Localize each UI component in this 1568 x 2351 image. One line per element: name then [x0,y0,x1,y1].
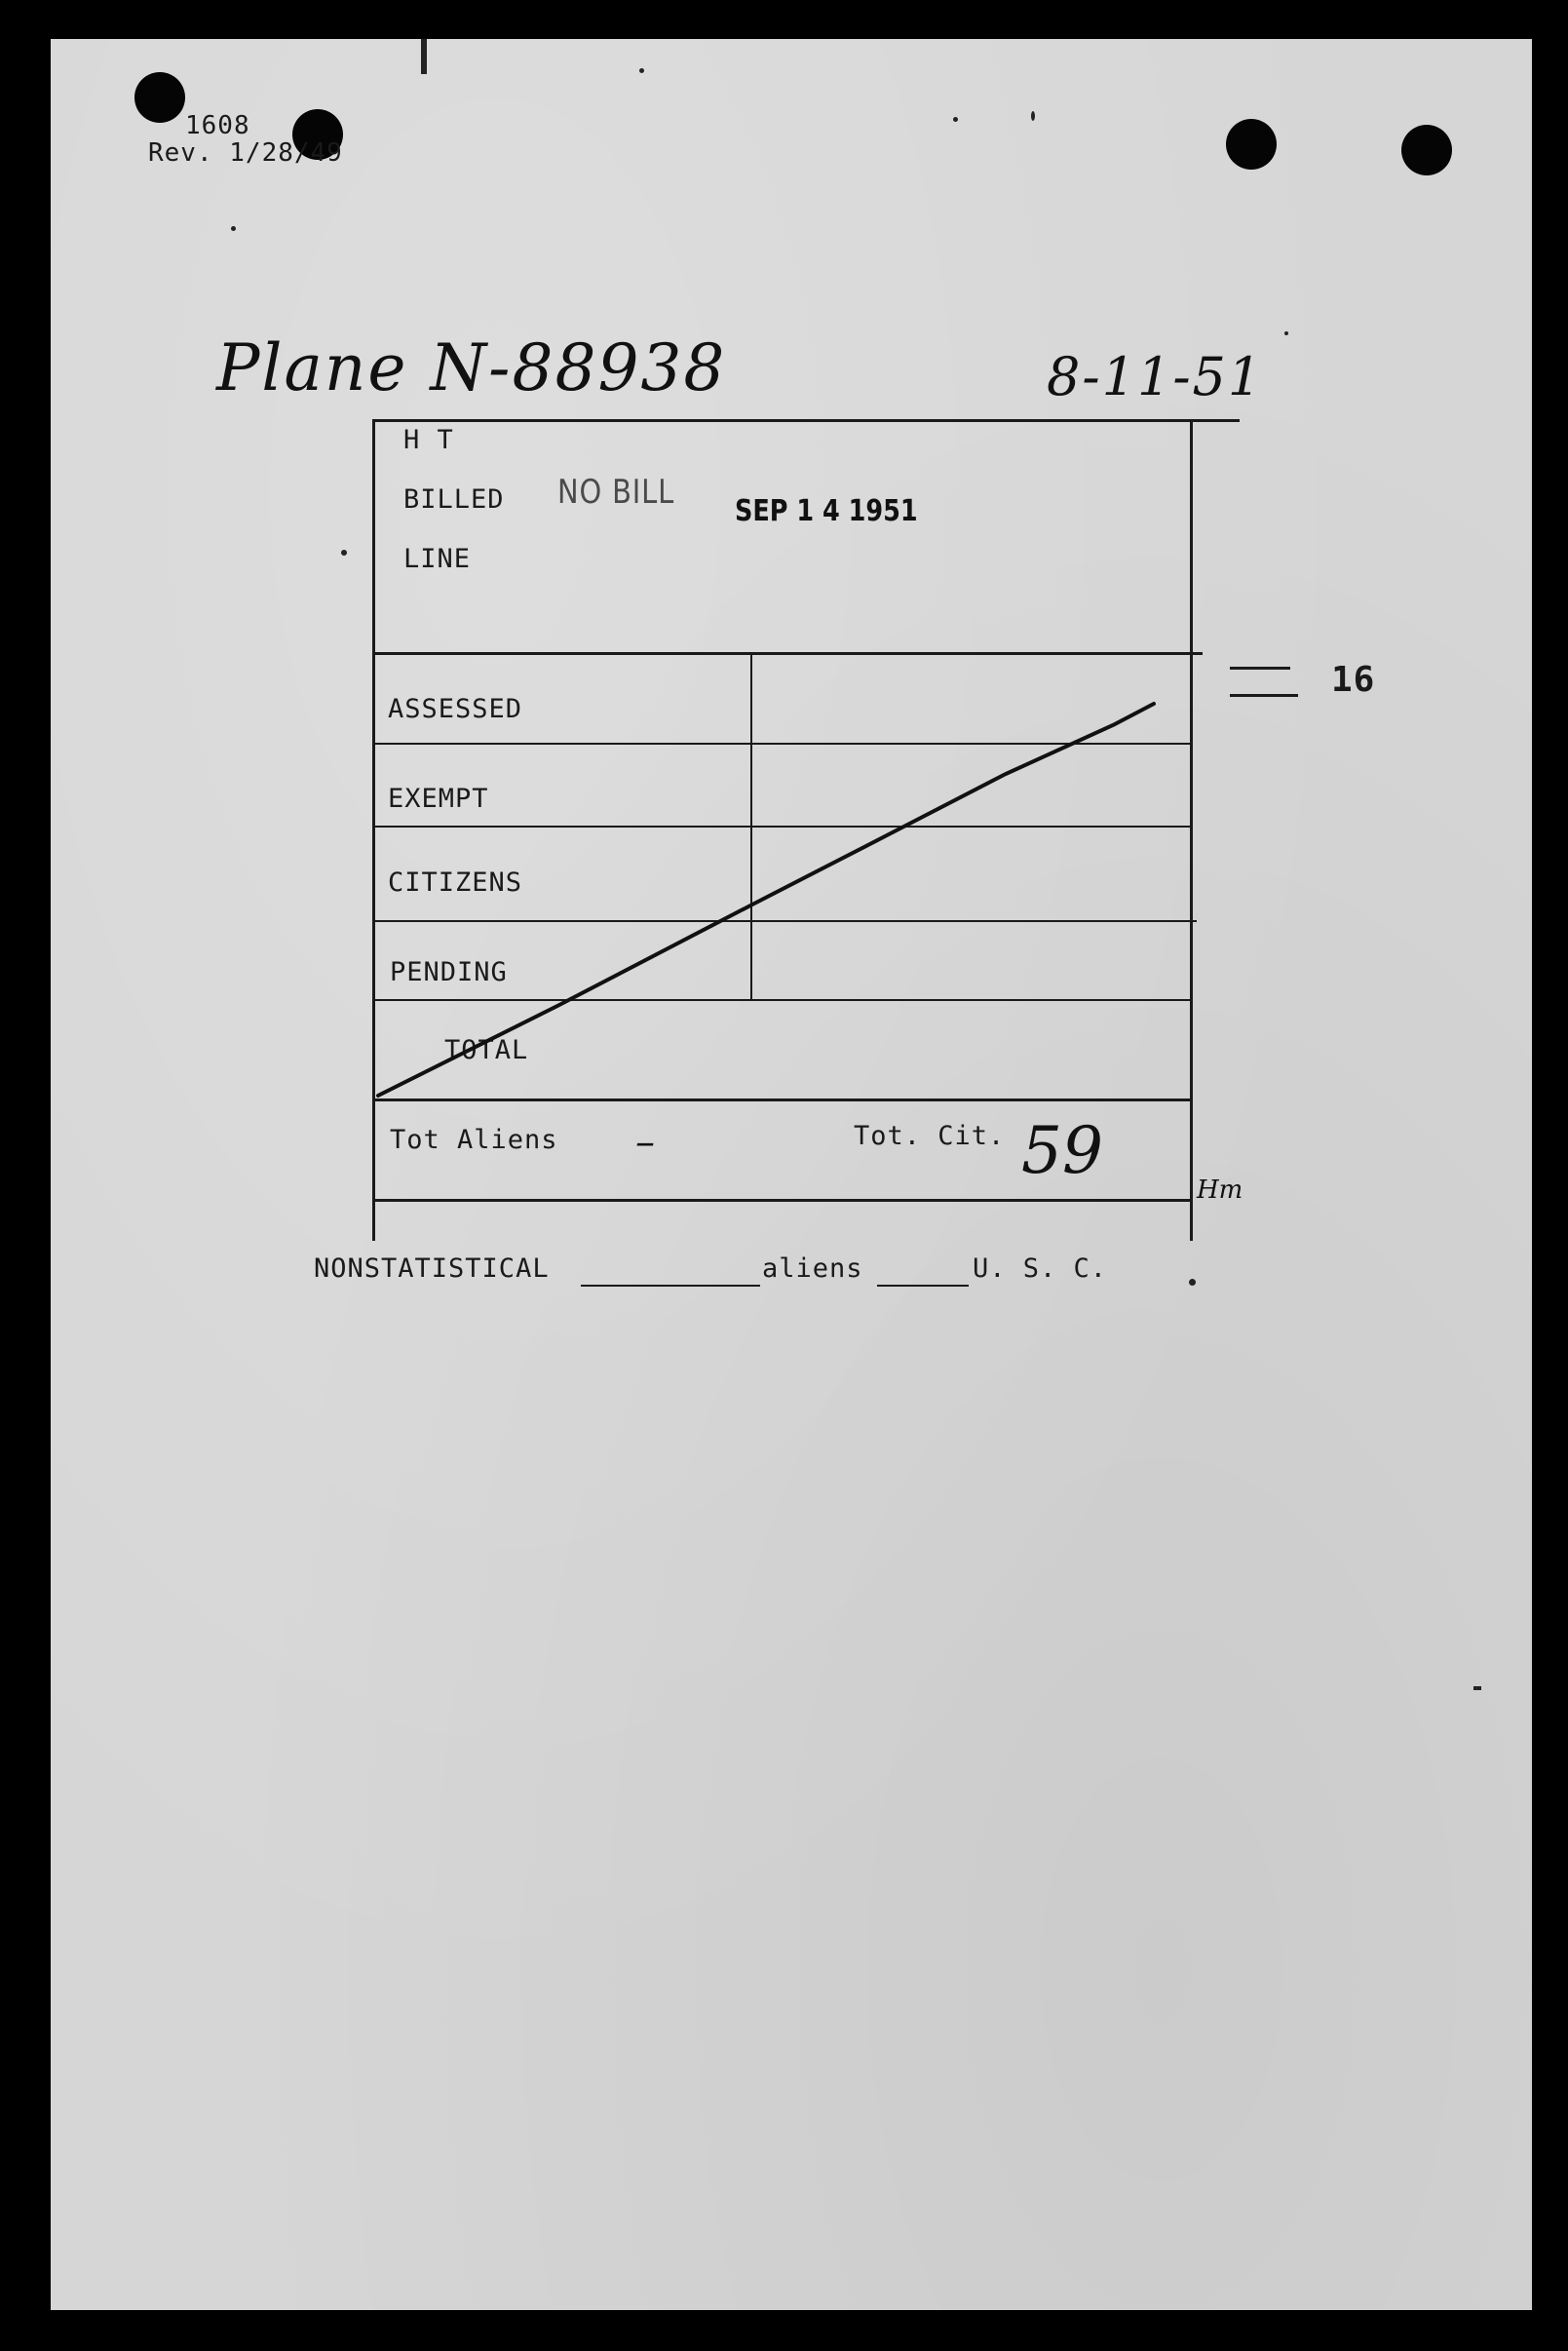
plane-number-handwritten: Plane N-88938 [216,330,727,405]
scan-speck [639,68,644,73]
label-billed: BILLED [403,484,505,515]
scan-speck [231,226,236,231]
label-exempt: EXEMPT [388,784,489,814]
label-citizens: CITIZENS [388,867,523,898]
received-date-stamp: SEP 1 4 1951 [735,494,918,528]
strike-through-overlay [51,39,1532,2310]
diagonal-strike-line [378,704,1154,1096]
form-page [51,39,1532,2310]
margin-count: 16 [1331,660,1376,700]
scan-speck [1473,1686,1481,1690]
handwritten-date: 8-11-51 [1047,346,1264,407]
label-aliens: aliens [762,1253,863,1284]
scan-speck [953,117,958,122]
tot-aliens-dash: – [635,1120,655,1165]
scan-speck [1189,1279,1196,1286]
label-line: LINE [403,544,472,574]
form-revision: Rev. 1/28/49 [148,138,343,168]
label-ht: H T [403,425,454,455]
label-assessed: ASSESSED [388,694,523,724]
tot-cit-handwritten: 59 [1021,1113,1103,1188]
scan-speck [341,550,347,556]
label-tot-cit: Tot. Cit. [854,1121,1006,1151]
label-total: TOTAL [444,1035,529,1065]
initials-handwritten: Hm [1197,1176,1243,1205]
label-pending: PENDING [390,957,508,987]
no-bill-stamp: NO BILL [557,473,675,512]
scan-speck [1031,111,1035,121]
scan-speck [1284,331,1288,335]
label-nonstatistical: NONSTATISTICAL [314,1253,550,1284]
label-usc: U. S. C. [973,1253,1108,1284]
scan-speck [421,39,427,74]
form-number: 1608 [185,111,250,140]
label-tot-aliens: Tot Aliens [390,1125,558,1155]
